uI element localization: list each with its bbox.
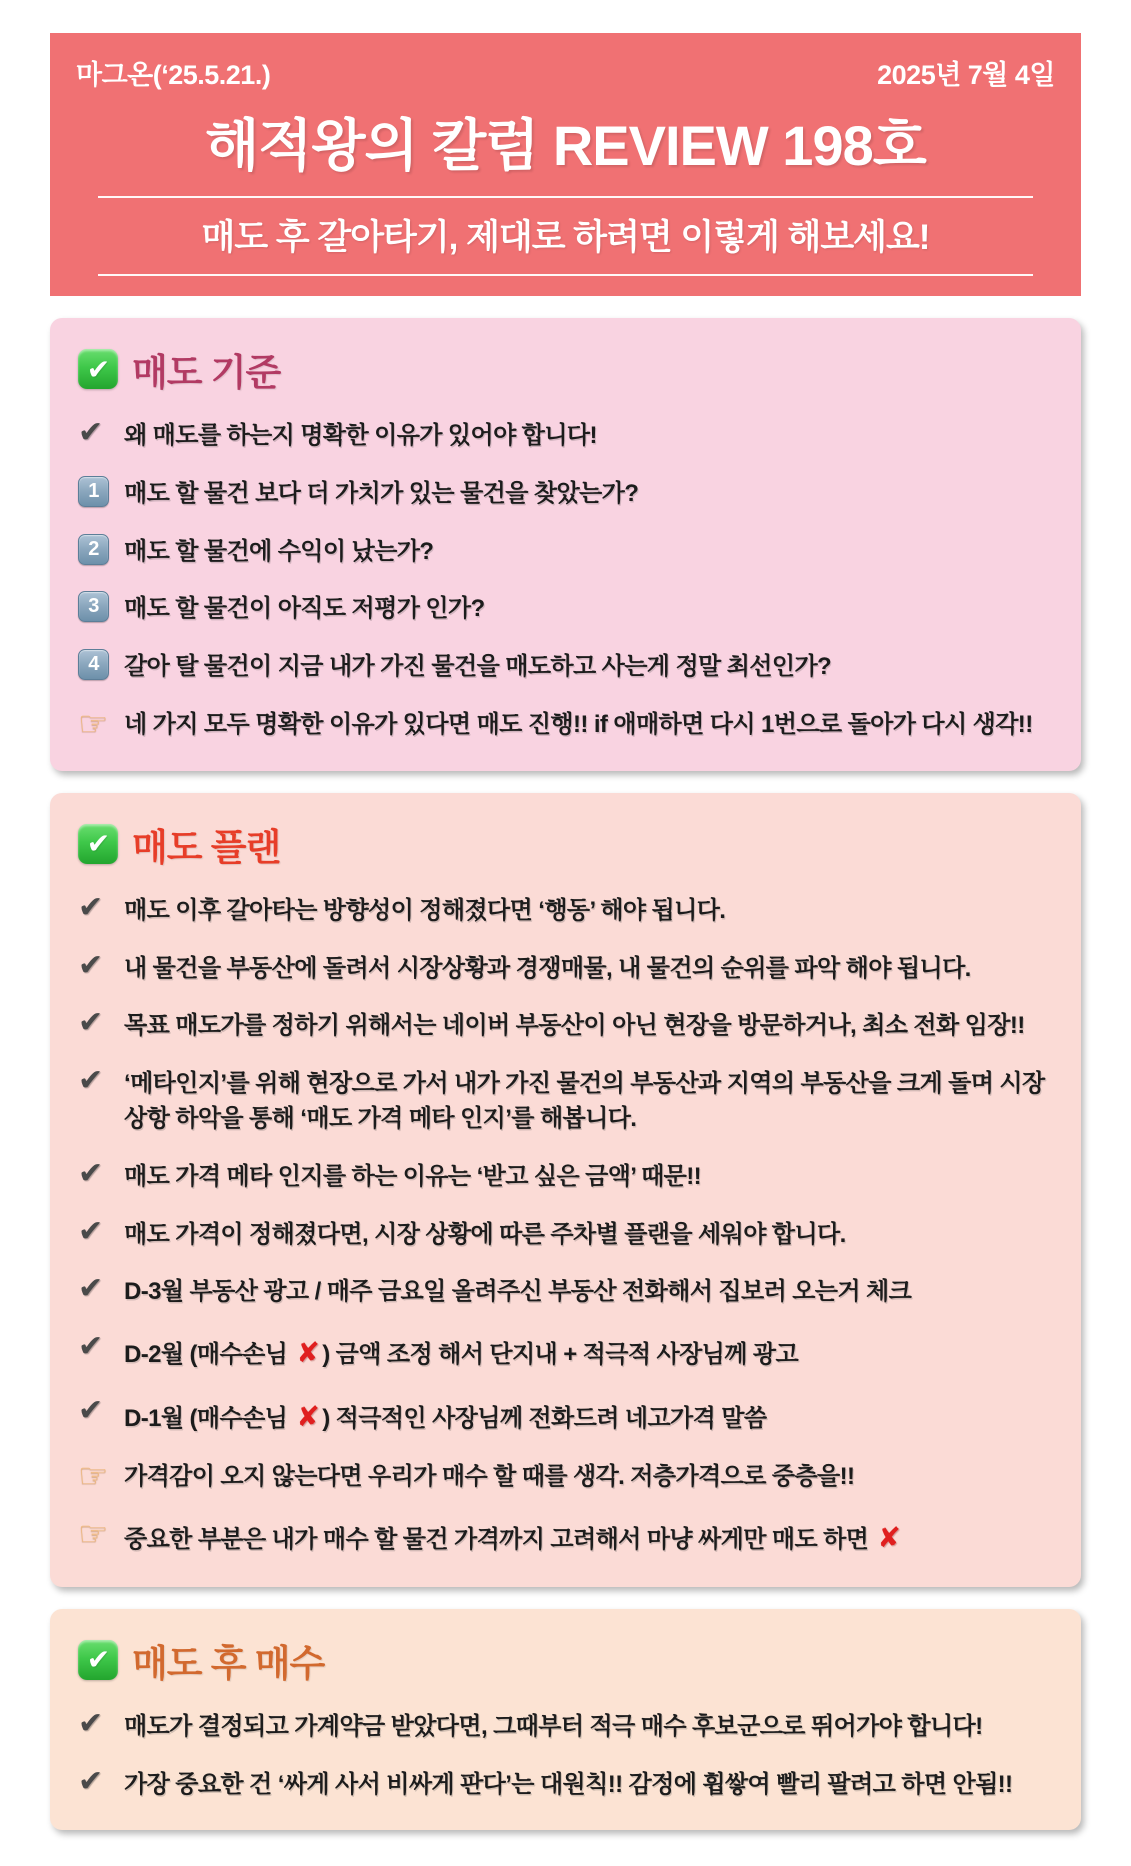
list-item	[78, 1214, 1053, 1253]
header-divider-top	[98, 196, 1033, 198]
check-icon: ✔	[78, 1214, 103, 1248]
item-text: 매도 할 물건 보다 더 가치가 있는 물건을 찾았는가?	[124, 479, 639, 507]
list-item	[78, 1764, 1053, 1803]
item-text: 매도 할 물건이 아직도 저평가 인가?	[124, 595, 485, 623]
list-item	[78, 890, 1053, 929]
header-date: 2025년 7월 4일	[877, 60, 1055, 90]
page-subtitle: 매도 후 갈아타기, 제대로 하려면 이렇게 해보세요!	[201, 218, 930, 257]
x-mark-icon: ✘	[296, 1400, 320, 1432]
check-icon-cell	[78, 1706, 112, 1740]
list-item	[78, 1459, 1053, 1495]
item-text: 갈아 탈 물건이 지금 내가 가진 물건을 매도하고 사는게 정말 최선인가?	[124, 653, 832, 681]
section-card	[50, 1609, 1081, 1831]
item-text: 매도 가격 메타 인지를 하는 이유는 ‘받고 싶은 금액’ 때문!!	[124, 1162, 702, 1190]
item-text: ‘메타인지’를 위해 현장으로 가서 내가 가진 물건의 부동산과 지역의 부동산을 크게 돌며 시장 상항 하악을 통해 ‘매도 가격 메타 인지’를 해봅니다.	[124, 1070, 1045, 1132]
page	[50, 33, 1081, 1830]
item-text: 매도 가격이 정해졌다면, 시장 상황에 따른 주차별 플랜을 세워야 합니다.	[124, 1220, 846, 1248]
pointing-hand-icon-cell	[78, 1457, 112, 1496]
header-divider-bottom	[98, 274, 1033, 276]
list-item	[78, 948, 1053, 987]
list-item	[78, 1332, 1053, 1374]
section-title-label: 매도 후 매수	[132, 1642, 325, 1684]
keycap-1-icon-cell	[78, 476, 112, 507]
check-icon-cell	[78, 1214, 112, 1248]
check-icon: ✔	[78, 1064, 103, 1098]
check-icon-cell	[78, 948, 112, 982]
item-text: 내 물건을 부동산에 돌려서 시장상황과 경쟁매물, 내 물건의 순위를 파악 해야 됩니다.	[124, 954, 971, 982]
keycap-4-icon-cell	[78, 649, 112, 680]
check-icon-cell	[78, 1066, 112, 1096]
list-item	[78, 704, 1053, 743]
item-text: 중요한 부분은 내가 매수 할 물건 가격까지 고려해서 마냥 싸게만 매도 하면 ✘	[124, 1517, 903, 1559]
list-item	[78, 1274, 1053, 1310]
item-text: D-3월 부동산 광고 / 매주 금요일 올려주신 부동산 전화해서 집보러 오는거 체크	[124, 1278, 912, 1306]
check-icon: ✔	[78, 1156, 103, 1190]
section-title	[78, 1633, 1053, 1687]
sections	[50, 318, 1081, 1830]
item-text: D-2월 (매수손님 ✘ ) 금액 조정 해서 단지내 + 적극적 사장님께 광고	[124, 1337, 799, 1369]
list-item	[78, 649, 1053, 685]
item-text: 매도 이후 갈아타는 방향성이 정해졌다면 ‘행동’ 해야 됩니다.	[124, 896, 726, 924]
pointing-hand-icon: ☞	[78, 704, 108, 743]
item-text: 매도가 결정되고 가계약금 받았다면, 그때부터 적극 매수 후보군으로 뛰어가야 합니다!	[124, 1712, 983, 1740]
list-item	[78, 1706, 1053, 1745]
section-title	[78, 817, 1053, 871]
x-mark-icon: ✘	[877, 1522, 901, 1554]
check-icon: ✔	[78, 948, 103, 982]
check-icon: ✔	[78, 1706, 103, 1740]
keycap-3-icon: 3	[78, 591, 109, 622]
check-icon-cell	[78, 1156, 112, 1190]
item-text: 왜 매도를 하는지 명확한 이유가 있어야 합니다!	[124, 422, 597, 449]
header-author: 마그온(‘25.5.21.)	[76, 60, 271, 90]
check-icon-cell	[78, 1393, 112, 1427]
section-card	[50, 793, 1081, 1587]
header-card	[50, 33, 1081, 296]
item-text: 목표 매도가를 정하기 위해서는 네이버 부동산이 아닌 현장을 방문하거나, 최소 전화 임장!!	[124, 1012, 1025, 1040]
page-title: 해적왕의 칼럼 REVIEW 198호	[205, 114, 926, 177]
keycap-1-icon: 1	[78, 476, 109, 507]
list-item	[78, 1156, 1053, 1195]
keycap-4-icon: 4	[78, 649, 109, 680]
keycap-2-icon: 2	[78, 534, 109, 565]
item-text: 가격감이 오지 않는다면 우리가 매수 할 때를 생각. 저층가격으로 중층을!!	[124, 1463, 855, 1491]
green-check-badge-icon: ✔	[78, 1640, 118, 1680]
pointing-hand-icon: ☞	[78, 1457, 108, 1496]
header-meta	[76, 53, 1055, 92]
x-mark-icon: ✘	[296, 1337, 320, 1369]
keycap-2-icon-cell	[78, 534, 112, 565]
section-card	[50, 318, 1081, 771]
list-item	[78, 1517, 1053, 1559]
check-icon-cell	[78, 1274, 112, 1304]
check-icon: ✔	[78, 1330, 103, 1364]
item-text: 가장 중요한 건 ‘싸게 사서 비싸게 판다’는 대원칙!! 감정에 휩쌓여 빨리 팔려고 하면 안됨!!	[124, 1770, 1013, 1798]
check-icon-cell	[78, 418, 112, 448]
item-text: 매도 할 물건에 수익이 났는가?	[124, 537, 434, 565]
check-icon: ✔	[78, 1272, 103, 1306]
list-item	[78, 476, 1053, 512]
green-check-badge-icon: ✔	[78, 824, 118, 864]
check-icon: ✔	[78, 1764, 103, 1798]
check-icon: ✔	[78, 1006, 103, 1040]
list-item	[78, 534, 1053, 570]
section-title-label: 매도 플랜	[132, 826, 281, 868]
check-icon: ✔	[78, 416, 103, 449]
check-icon: ✔	[78, 890, 103, 924]
item-text: D-1월 (매수손님 ✘ ) 적극적인 사장님께 전화드려 네고가격 말씀	[124, 1400, 767, 1432]
check-icon-cell	[78, 1332, 112, 1362]
pointing-hand-icon-cell	[78, 704, 112, 743]
item-text: 네 가지 모두 명확한 이유가 있다면 매도 진행!! if 애매하면 다시 1번으로 돌아가 다시 생각!!	[124, 710, 1033, 738]
list-item	[78, 418, 1053, 454]
green-check-badge-icon: ✔	[78, 349, 118, 389]
check-icon-cell	[78, 1764, 112, 1798]
list-item	[78, 1393, 1053, 1438]
check-icon-cell	[78, 890, 112, 924]
list-item	[78, 591, 1053, 627]
check-icon-cell	[78, 1008, 112, 1038]
list-item	[78, 1066, 1053, 1137]
check-icon: ✔	[78, 1393, 103, 1427]
section-title	[78, 342, 1053, 396]
keycap-3-icon-cell	[78, 591, 112, 622]
section-title-label: 매도 기준	[132, 352, 281, 393]
list-item	[78, 1008, 1053, 1044]
pointing-hand-icon-cell	[78, 1515, 112, 1554]
pointing-hand-icon: ☞	[78, 1515, 108, 1554]
